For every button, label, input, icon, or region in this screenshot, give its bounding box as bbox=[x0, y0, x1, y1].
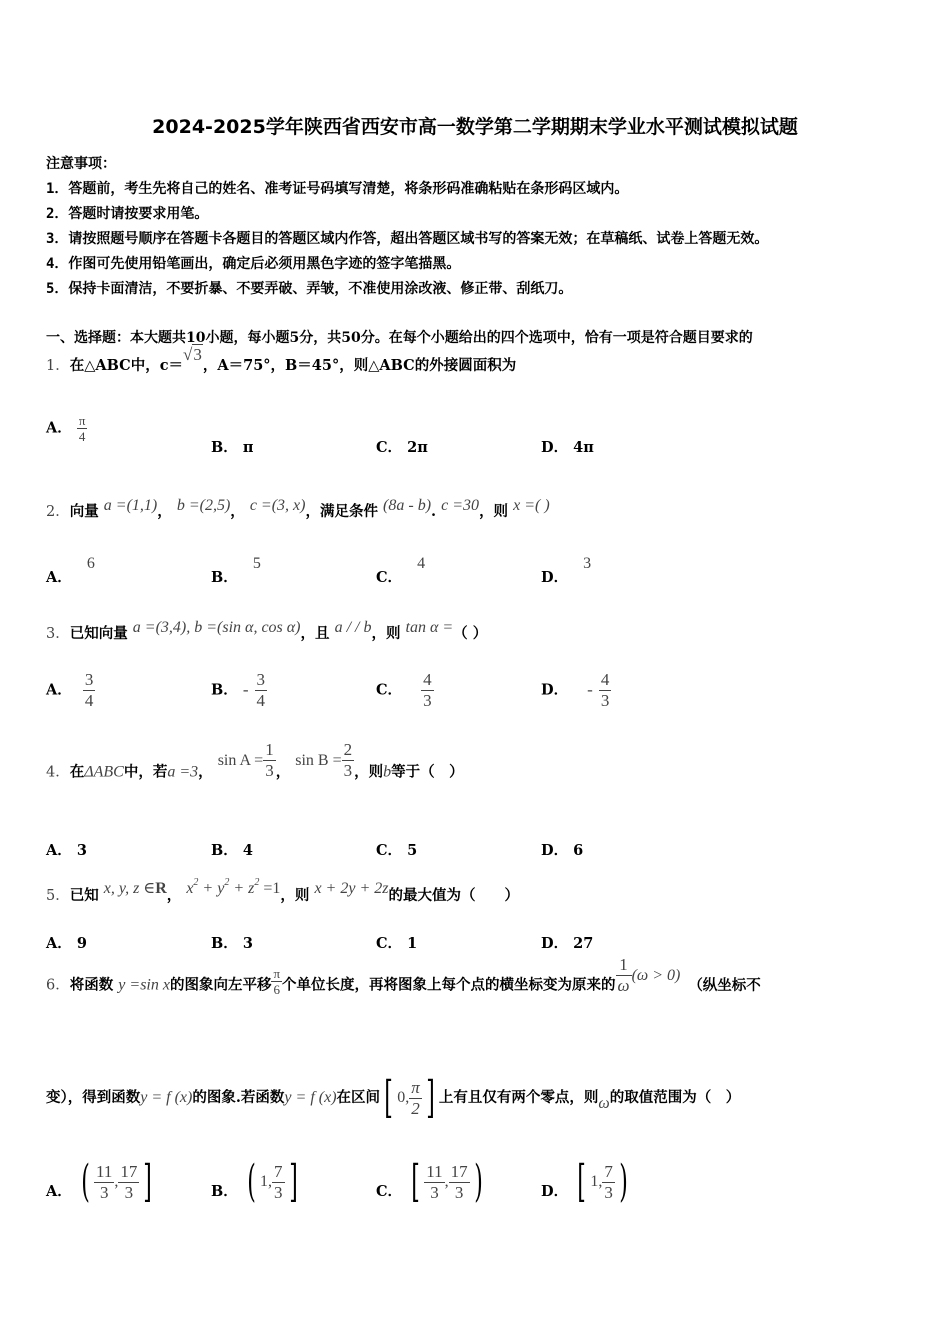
option-d[interactable]: D． 6 bbox=[541, 842, 584, 859]
page-title: 2024-2025学年陕西省西安市高一数学第二学期期末学业水平测试模拟试题 bbox=[152, 116, 798, 138]
question-2: 2．向量 a =(1,1)， b =(2,5)， c =(3, x)，满足条件 (8a - b). c =30，则 x =( ) bbox=[46, 497, 550, 520]
option-d[interactable]: D． 3 bbox=[541, 555, 592, 586]
question-number: 6． bbox=[46, 977, 70, 994]
option-a[interactable]: A． $\frac{\pi}{4}$ bbox=[46, 413, 86, 444]
option-c[interactable]: C． 4 bbox=[376, 555, 426, 586]
option-b[interactable]: B． 5 bbox=[211, 555, 261, 586]
option-d[interactable]: D． 27 bbox=[541, 935, 594, 952]
question-number: 4． bbox=[46, 764, 70, 781]
option-a[interactable]: A． 3 bbox=[46, 842, 87, 859]
question-number: 1． bbox=[46, 358, 70, 374]
notice-heading: 注意事项： bbox=[46, 156, 116, 172]
option-d[interactable]: D． 4π bbox=[541, 439, 594, 456]
option-c[interactable]: C． 2π bbox=[376, 439, 428, 456]
option-b[interactable]: B． ( 1, $\frac{7}{3}$ ] bbox=[211, 1156, 298, 1207]
question-3: 3．已知向量 a =(3,4), b =(sin α, cos α)，且 a / / b，则 tan α =（ ） bbox=[46, 619, 488, 642]
option-a[interactable]: A． $\frac{3}{4}$ bbox=[46, 670, 94, 710]
question-1: 1．在△ABC中，c＝√3，A＝75°，B＝45°，则△ABC的外接圆面积为 bbox=[46, 345, 517, 374]
section-heading: 一、选择题：本大题共10小题，每小题5分，共50分。在每个小题给出的四个选项中，恰有一项是符合题目要求的 bbox=[46, 330, 753, 346]
option-a[interactable]: A． 6 bbox=[46, 555, 95, 586]
option-d[interactable]: D． [ 1, $\frac{7}{3}$ ) bbox=[541, 1156, 628, 1207]
option-b[interactable]: B． - $\frac{3}{4}$ bbox=[211, 670, 265, 710]
question-6-line-1: 6．将函数 y =sin x的图象向左平移 $\frac{\pi}{6}$ 个单位长度，再将图象上每个点的横坐标变为原来的 $\frac{1}{\omega}$ (ω > 0)（纵坐标不 bbox=[46, 955, 761, 997]
option-c[interactable]: C． [ $\frac{11}{3}$ , $\frac{17}{3}$ ) bbox=[376, 1156, 483, 1207]
option-a[interactable]: A． ( $\frac{11}{3}$ , $\frac{17}{3}$ ] bbox=[46, 1156, 153, 1207]
option-c[interactable]: C． $\frac{4}{3}$ bbox=[376, 670, 432, 710]
fraction: $\frac{\pi}{4}$ bbox=[78, 413, 86, 444]
question-number: 3． bbox=[46, 626, 70, 642]
question-5: 5．已知 x, y, z ∈R， $x^2 + y^2 + z^2 =1$，则 x + 2y + 2z的最大值为（ ） bbox=[46, 877, 519, 904]
notice-item: 3．请按照题号顺序在答题卡各题目的答题区域内作答，超出答题区域书写的答案无效；在草稿纸、试卷上答题无效。 bbox=[46, 231, 769, 247]
question-6-line-2: 变），得到函数y = f (x)的图象.若函数y = f (x)在区间 [ 0, $\frac{\pi}{2}$ ] 上有且仅有两个零点，则ω的取值范围为（ ） bbox=[46, 1072, 741, 1123]
notice-item: 2．答题时请按要求用笔。 bbox=[46, 206, 209, 222]
question-number: 2． bbox=[46, 504, 70, 520]
option-c[interactable]: C． 1 bbox=[376, 935, 418, 952]
option-b[interactable]: B． 3 bbox=[211, 935, 253, 952]
sqrt-expression: √3 bbox=[183, 345, 202, 364]
notice-item: 4．作图可先使用铅笔画出，确定后必须用黑色字迹的签字笔描黑。 bbox=[46, 256, 461, 272]
option-b[interactable]: B． 4 bbox=[211, 842, 253, 859]
notice-item: 1．答题前，考生先将自己的姓名、准考证号码填写清楚，将条形码准确粘贴在条形码区域内。 bbox=[46, 181, 629, 197]
question-4: 4．在ΔABC中，若a =3， sin A = $\frac{1}{3}$ ， sin B = $\frac{2}{3}$ ，则b等于（ ） bbox=[46, 740, 464, 781]
option-b[interactable]: B． π bbox=[211, 439, 254, 456]
option-a[interactable]: A． 9 bbox=[46, 935, 87, 952]
option-c[interactable]: C． 5 bbox=[376, 842, 418, 859]
notice-item: 5．保持卡面清洁，不要折暴、不要弄破、弄皱，不准使用涂改液、修正带、刮纸刀。 bbox=[46, 281, 573, 297]
option-d[interactable]: D． - $\frac{4}{3}$ bbox=[541, 670, 610, 710]
question-number: 5． bbox=[46, 888, 70, 904]
